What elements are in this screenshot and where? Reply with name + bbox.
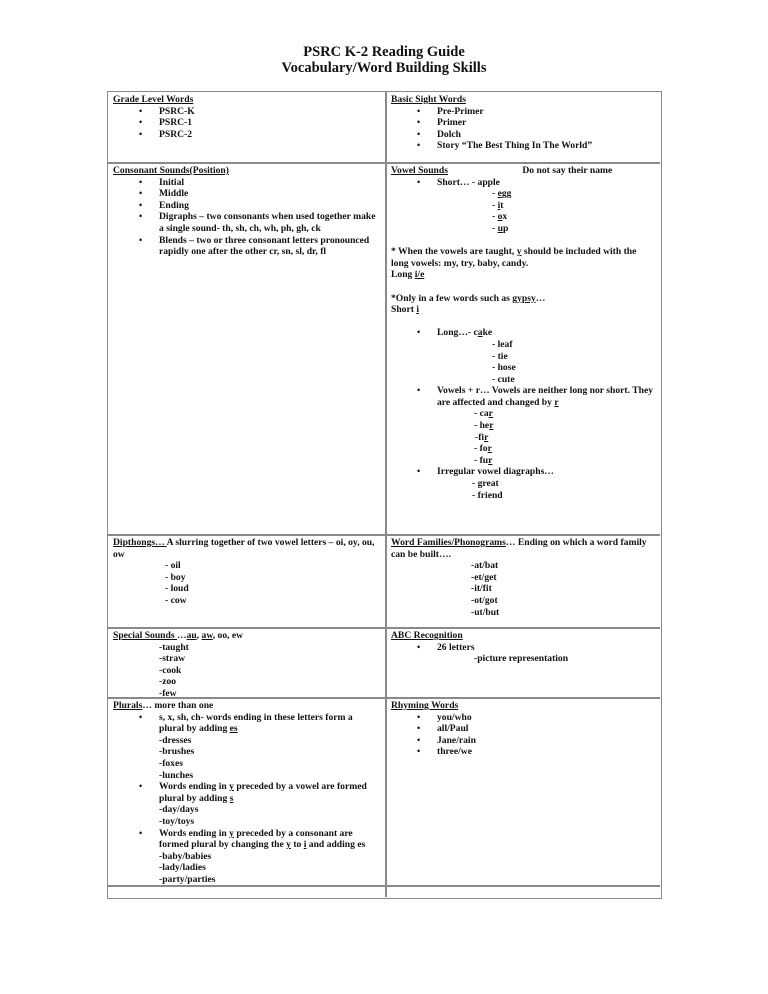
special-sound-example: -straw xyxy=(159,653,186,665)
vowel-note: Do not say their name xyxy=(522,165,613,176)
list-item-short: • Short… - apple xyxy=(391,177,655,189)
plural-example: -toy/toys xyxy=(159,815,195,827)
bullet-list xyxy=(113,106,380,141)
section-heading: Rhyming Words xyxy=(391,700,459,711)
list-item: • you/who xyxy=(391,712,655,724)
long-example: - leaf xyxy=(492,338,513,350)
list-item: • Blends – two or three consonant letters pronounced rapidly one after the other cr, sn, sl, dr, fl xyxy=(113,235,380,258)
plural-example: -foxes xyxy=(159,757,183,769)
r-example: - for xyxy=(474,443,492,455)
bullet-list xyxy=(391,327,655,339)
list-item: • Story “The Best Thing In The World” xyxy=(391,140,655,152)
list-item: • Primer xyxy=(391,117,655,129)
short-example: - ox xyxy=(492,211,508,223)
cell-basic-sight-words xyxy=(386,92,660,154)
bullet-list xyxy=(113,712,380,886)
short-i: Short i xyxy=(391,304,419,316)
cell-dipthongs xyxy=(108,535,385,609)
irregular-example: - great xyxy=(472,478,499,490)
word-family-example: -ot/got xyxy=(471,594,498,606)
list-item: • Initial xyxy=(113,177,380,189)
plural-example: -lady/ladies xyxy=(159,862,206,874)
y-note: * When the vowels are taught, y should be included with the long vowels: my, try, baby, candy. xyxy=(391,246,637,269)
list-item-irregular: • Irregular vowel diagraphs… xyxy=(391,466,655,478)
list-item-rule-1: • s, x, sh, ch- words ending in these letters form a plural by adding es -dresses -brushes -foxes -lunches xyxy=(113,712,380,782)
dipthong-example: - boy xyxy=(165,571,186,583)
dipthong-example: - loud xyxy=(165,583,189,595)
dipthongs-intro: Dipthongs… A slurring together of two vowel letters – oi, oy, ou, ow xyxy=(113,537,375,560)
bullet-list xyxy=(391,642,655,654)
word-family-example: -it/fit xyxy=(471,583,492,595)
plural-example: -day/days xyxy=(159,804,199,816)
section-heading: Grade Level Words xyxy=(113,94,194,105)
list-item: • Jane/rain xyxy=(391,735,655,747)
list-item: • PSRC-1 xyxy=(113,117,380,129)
special-sound-example: -few xyxy=(159,687,177,699)
list-item: • Digraphs – two consonants when used together make a single sound- th, sh, ch, wh, ph, gh, ck xyxy=(113,211,380,234)
gypsy-note: *Only in a few words such as gypsy… xyxy=(391,292,546,304)
section-heading: Basic Sight Words xyxy=(391,94,466,105)
plural-example: -baby/babies xyxy=(159,850,212,862)
section-heading: ABC Recognition xyxy=(391,630,463,641)
cell-consonant-sounds xyxy=(108,163,385,260)
r-example: - car xyxy=(474,408,493,420)
document-title xyxy=(0,44,768,76)
bullet-list xyxy=(391,385,655,408)
bullet-list xyxy=(113,177,380,258)
skills-table xyxy=(107,91,662,899)
cell-vowel-sounds xyxy=(386,163,660,503)
word-family-example: -at/bat xyxy=(471,560,499,572)
long-example: - hose xyxy=(492,362,516,374)
special-sound-example: -cook xyxy=(159,664,182,676)
section-heading: Vowel Sounds xyxy=(391,165,448,176)
bullet-list xyxy=(391,177,655,189)
short-example: - egg xyxy=(492,188,512,200)
special-sounds-intro: Special Sounds …au, aw, oo, ew xyxy=(113,630,244,641)
list-item: • three/we xyxy=(391,746,655,758)
long-example: - tie xyxy=(492,350,508,362)
list-item: • Dolch xyxy=(391,129,655,141)
cell-grade-level-words xyxy=(108,92,385,142)
plurals-intro: Plurals… more than one xyxy=(113,700,214,711)
r-example: -fir xyxy=(475,431,489,443)
bullet-list xyxy=(391,106,655,152)
list-item: • 26 letters xyxy=(391,642,655,654)
list-item-rule-2: • Words ending in y preceded by a vowel are formed plural by adding s -day/days -toy/toys xyxy=(113,781,380,827)
section-heading: Consonant Sounds(Position) xyxy=(113,165,229,176)
r-example: - fur xyxy=(474,454,493,466)
title-line-2: Vocabulary/Word Building Skills xyxy=(281,60,487,76)
dipthong-example: - oil xyxy=(165,560,181,572)
short-example: - up xyxy=(492,222,509,234)
long-ie: Long i/e xyxy=(391,269,425,281)
list-item: • PSRC-2 xyxy=(113,129,380,141)
plural-example: -party/parties xyxy=(159,873,216,885)
cell-empty-left xyxy=(108,886,385,897)
cell-rhyming-words xyxy=(386,698,660,760)
word-family-example: -ut/but xyxy=(471,606,500,618)
list-item: • Pre-Primer xyxy=(391,106,655,118)
short-example: - it xyxy=(492,199,504,211)
special-sound-example: -zoo xyxy=(159,676,177,688)
cell-special-sounds xyxy=(108,628,385,702)
word-families-intro: Word Families/Phonograms… Ending on which a word family can be built…. xyxy=(391,537,647,560)
cell-word-families xyxy=(386,535,660,620)
list-item: • Middle xyxy=(113,188,380,200)
r-example: - her xyxy=(474,420,494,432)
list-item: • all/Paul xyxy=(391,723,655,735)
word-family-example: -et/get xyxy=(471,571,497,583)
special-sound-example: -taught xyxy=(159,641,189,653)
cell-empty-right xyxy=(386,886,660,897)
plural-example: -brushes xyxy=(159,746,195,758)
list-item-r-controlled: • Vowels + r… Vowels are neither long nor short. They are affected and changed by r xyxy=(391,385,655,408)
list-item: • Ending xyxy=(113,200,380,212)
title-line-1: PSRC K-2 Reading Guide xyxy=(303,44,465,60)
bullet-list xyxy=(391,466,655,478)
irregular-example: - friend xyxy=(472,489,503,501)
list-item-long: • Long…- cake xyxy=(391,327,655,339)
dipthong-example: - cow xyxy=(165,594,187,606)
plural-example: -lunches xyxy=(159,769,194,781)
cell-abc-recognition xyxy=(386,628,660,667)
vowel-heading-row xyxy=(391,165,655,177)
long-example: - cute xyxy=(492,373,515,385)
bullet-list xyxy=(391,712,655,758)
list-item: • PSRC-K xyxy=(113,106,380,118)
list-item-rule-3: • Words ending in y preceded by a consonant are formed plural by changing the y to i and adding es -baby/babies -lady/ladies -party/parties xyxy=(113,828,380,886)
abc-sub: -picture representation xyxy=(474,653,569,665)
plural-example: -dresses xyxy=(159,734,192,746)
cell-plurals xyxy=(108,698,385,888)
